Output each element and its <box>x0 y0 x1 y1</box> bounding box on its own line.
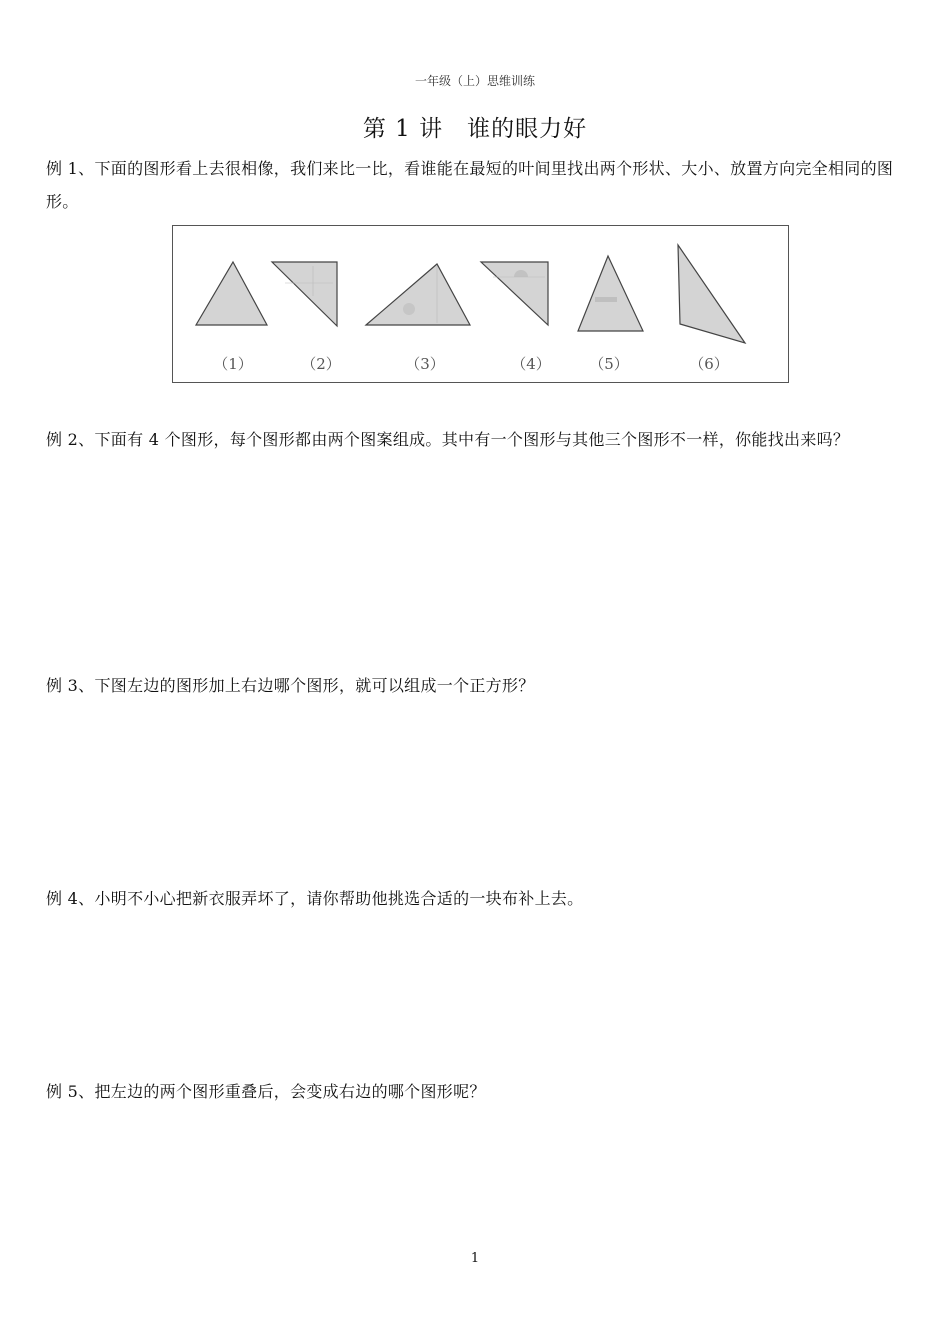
triangle-4 <box>481 262 548 325</box>
example-4-text: 例 4、小明不小心把新衣服弄坏了，请你帮助他挑选合适的一块布补上去。 <box>46 889 584 908</box>
figure-label-1: （1） <box>213 355 253 373</box>
page-header: 一年级（上）思维训练 <box>414 74 535 88</box>
example-5-text: 例 5、把左边的两个图形重叠后，会变成右边的哪个图形呢？ <box>46 1082 486 1101</box>
example-3-text: 例 3、下图左边的图形加上右边哪个图形，就可以组成一个正方形？ <box>46 676 535 695</box>
triangle-2 <box>272 262 337 326</box>
page-number: 1 <box>470 1251 480 1266</box>
figure-label-2: （2） <box>301 355 341 373</box>
figure-label-3: （3） <box>405 355 445 373</box>
figure-label-4: （4） <box>511 355 551 373</box>
page-title: 第 1 讲 谁的眼力好 <box>362 116 588 142</box>
triangle-1 <box>196 262 267 325</box>
example-2-text: 例 2、下面有 4 个图形，每个图形都由两个图案组成。其中有一个图形与其他三个图形不一样，你能找出来吗？ <box>46 430 850 449</box>
triangle-3 <box>366 264 470 325</box>
example-1-text: 例 1、下面的图形看上去很相像，我们来比一比，看谁能在最短的叶间里找出两个形状、大小、放置方向完全相同的图形。 <box>46 159 894 211</box>
figure-label-5: （5） <box>589 355 629 373</box>
figure-label-6: （6） <box>689 355 729 373</box>
triangle-figure-svg <box>173 226 790 384</box>
triangle-5 <box>578 256 643 331</box>
triangle-figure <box>172 225 789 383</box>
triangle-6 <box>678 245 745 343</box>
